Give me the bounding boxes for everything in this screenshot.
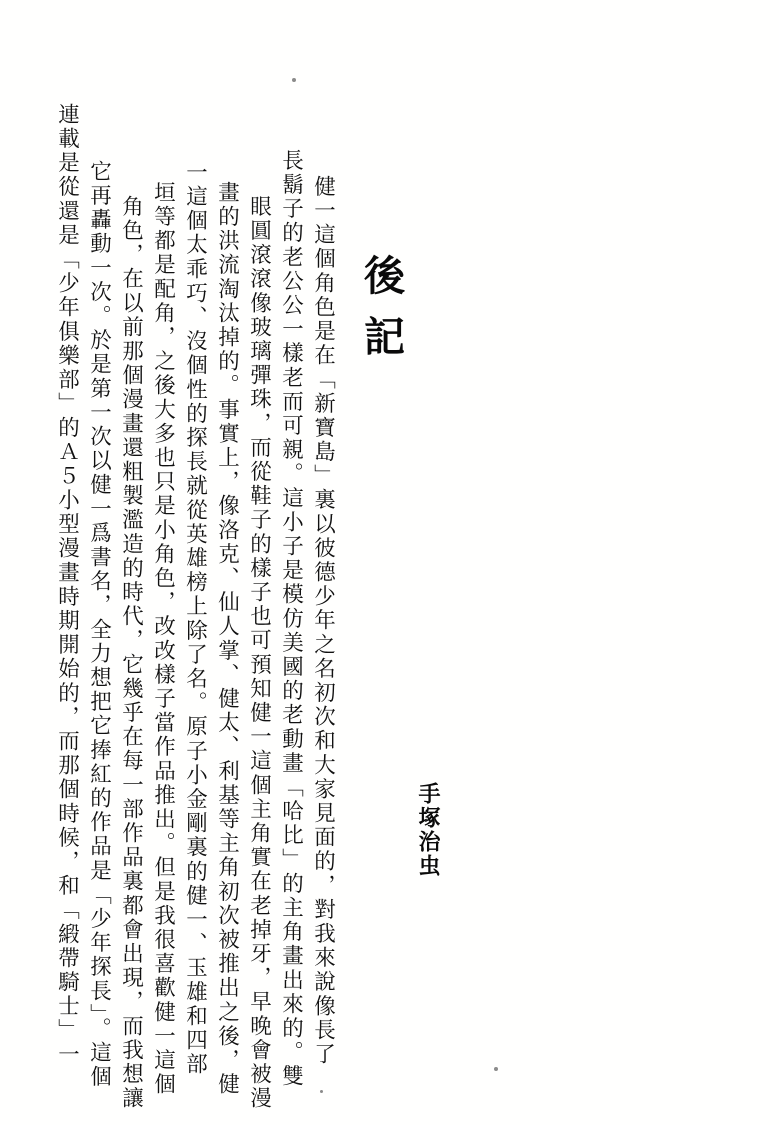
text-column: 它再轟動一次。於是第一次以健一爲書名，全力想把它捧紅的作品是「少年探長」。這個 — [86, 159, 112, 1089]
scan-speck — [320, 1090, 323, 1093]
text-column: 角色，在以前那個漫畫還粗製濫造的時代，它幾乎在每一部作品裏都會出現，而我想讓 — [118, 195, 144, 1111]
text-column: 健一這個角色是在「新寶島」裏以彼德少年之名初次和大家見面的，對我來說像長了 — [310, 175, 336, 1067]
text-column: 畫的洪流淘汰掉的。事實上，像洛克、仙人掌、健太、利基等主角初次被推出之後，健 — [214, 181, 240, 1097]
text-column: 長鬍子的老公公一樣老而可親。這小子是模仿美國的老動畫「哈比」的主角畫出來的。雙 — [278, 149, 304, 1089]
page-title: 後記 — [357, 254, 405, 376]
scan-speck — [292, 78, 296, 82]
author-name: 手塚治虫 — [415, 782, 441, 878]
text-column: 一這個太乖巧、沒個性的探長就從英雄榜上除了名。原子小金剛裏的健一、玉雄和四部 — [182, 161, 208, 1077]
vertical-text-area — [46, 62, 733, 1111]
text-column: 垣等都是配角，之後大多也只是小角色，改改樣子當作品推出。但是我很喜歡健一這個 — [150, 181, 176, 1097]
text-column: 眼圓滾滾像玻璃彈珠，而從鞋子的樣子也可預知健一這個主角實在老掉牙，早晚會被漫 — [246, 195, 272, 1111]
scan-speck — [494, 1067, 498, 1071]
body-columns — [46, 62, 336, 1111]
title-block — [350, 62, 443, 1067]
text-column: 連載是從還是「少年俱樂部」的Ａ５小型漫畫時期開始的，而那個時候，和「緞帶騎士」一 — [54, 103, 80, 1067]
